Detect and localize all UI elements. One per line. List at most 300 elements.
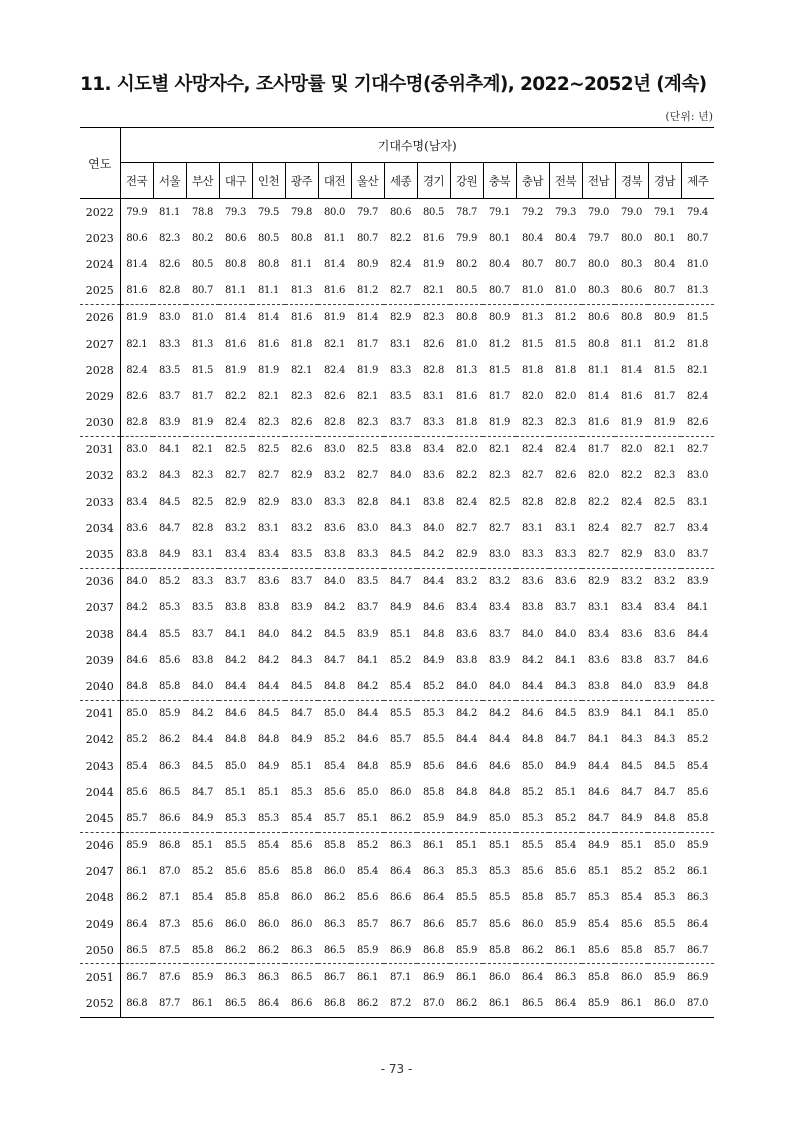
value-cell: 83.7 — [681, 541, 714, 568]
value-cell: 84.9 — [615, 805, 648, 832]
value-cell: 83.7 — [158, 390, 181, 402]
value-cell: 86.4 — [521, 972, 544, 984]
region-header: 부산 — [186, 163, 219, 199]
value-cell: 83.7 — [356, 602, 379, 614]
value-cell: 81.5 — [554, 338, 577, 350]
year-cell: 2030 — [80, 410, 120, 437]
value-cell: 80.0 — [323, 206, 346, 218]
value-cell: 85.9 — [582, 991, 615, 1018]
value-cell: 79.7 — [356, 206, 379, 218]
value-cell: 85.8 — [290, 866, 313, 878]
value-cell: 84.8 — [422, 628, 445, 640]
value-cell: 80.4 — [488, 258, 511, 270]
value-cell: 83.6 — [653, 628, 676, 640]
value-cell: 84.9 — [290, 734, 313, 746]
year-cell: 2044 — [80, 779, 120, 805]
value-cell: 84.9 — [257, 760, 280, 772]
value-cell: 84.0 — [521, 628, 544, 640]
value-cell: 83.1 — [587, 602, 610, 614]
value-cell: 85.6 — [290, 840, 313, 852]
value-cell: 86.3 — [554, 972, 577, 984]
group-header: 기대수명(남자) — [120, 128, 714, 163]
year-cell: 2046 — [80, 832, 120, 859]
value-cell: 80.9 — [653, 312, 676, 324]
value-cell: 86.3 — [224, 972, 247, 984]
value-cell: 85.5 — [488, 892, 511, 904]
value-cell: 81.6 — [455, 390, 478, 402]
value-cell: 82.9 — [389, 312, 412, 324]
value-cell: 84.1 — [686, 602, 709, 614]
value-cell: 85.6 — [126, 786, 148, 798]
value-cell: 85.8 — [323, 840, 346, 852]
value-cell: 81.2 — [653, 338, 676, 350]
value-cell: 82.5 — [356, 444, 379, 456]
value-cell: 85.2 — [158, 576, 181, 588]
region-header: 경남 — [648, 163, 681, 199]
value-cell: 84.5 — [554, 708, 577, 720]
value-cell: 84.5 — [257, 708, 280, 720]
value-cell: 82.4 — [587, 522, 610, 534]
value-cell: 85.1 — [389, 628, 412, 640]
value-cell: 81.4 — [620, 364, 643, 376]
value-cell: 80.6 — [587, 312, 610, 324]
value-cell: 81.1 — [290, 258, 313, 270]
value-cell: 82.5 — [488, 496, 511, 508]
value-cell: 84.5 — [620, 760, 643, 772]
table-body — [80, 199, 714, 1018]
value-cell: 82.3 — [158, 232, 181, 244]
value-cell: 84.0 — [554, 628, 577, 640]
value-cell: 82.4 — [126, 364, 148, 376]
value-cell: 84.8 — [257, 734, 280, 746]
value-cell: 82.8 — [554, 496, 577, 508]
value-cell: 85.4 — [257, 840, 280, 852]
value-cell: 79.1 — [488, 206, 511, 218]
value-cell: 81.8 — [521, 364, 544, 376]
value-cell: 82.3 — [549, 410, 582, 437]
value-cell: 83.2 — [488, 576, 511, 588]
value-cell: 84.8 — [648, 805, 681, 832]
value-cell: 79.3 — [554, 206, 577, 218]
value-cell: 83.8 — [521, 602, 544, 614]
value-cell: 86.9 — [384, 937, 417, 964]
value-cell: 83.0 — [126, 444, 148, 456]
value-cell: 82.2 — [455, 470, 478, 482]
value-cell: 83.9 — [153, 410, 186, 437]
value-cell: 85.3 — [290, 786, 313, 798]
value-cell: 85.3 — [219, 805, 252, 832]
value-cell: 81.7 — [488, 390, 511, 402]
value-cell: 80.0 — [620, 232, 643, 244]
value-cell: 81.1 — [158, 206, 181, 218]
table-row — [80, 647, 714, 673]
value-cell: 83.0 — [356, 522, 379, 534]
value-cell: 84.1 — [653, 708, 676, 720]
value-cell: 82.7 — [384, 278, 417, 305]
value-cell: 86.4 — [686, 918, 709, 930]
year-cell: 2029 — [80, 383, 120, 409]
value-cell: 84.0 — [186, 673, 219, 700]
value-cell: 85.4 — [554, 840, 577, 852]
year-cell: 2040 — [80, 673, 120, 700]
value-cell: 86.2 — [351, 991, 384, 1018]
table-row — [80, 911, 714, 937]
value-cell: 82.7 — [686, 444, 709, 456]
value-cell: 85.1 — [587, 866, 610, 878]
table-row — [80, 805, 714, 832]
value-cell: 84.7 — [323, 654, 346, 666]
value-cell: 81.1 — [620, 338, 643, 350]
value-cell: 82.1 — [417, 278, 450, 305]
value-cell: 80.7 — [483, 278, 516, 305]
value-cell: 83.8 — [120, 541, 153, 568]
value-cell: 84.1 — [554, 654, 577, 666]
value-cell: 82.3 — [422, 312, 445, 324]
value-cell: 85.6 — [488, 918, 511, 930]
value-cell: 84.9 — [422, 654, 445, 666]
value-cell: 84.4 — [126, 628, 148, 640]
value-cell: 85.4 — [191, 892, 214, 904]
value-cell: 79.9 — [126, 206, 148, 218]
page-number: - 73 - — [380, 1062, 413, 1076]
value-cell: 86.7 — [389, 918, 412, 930]
value-cell: 83.9 — [488, 654, 511, 666]
value-cell: 84.3 — [620, 734, 643, 746]
value-cell: 81.8 — [686, 338, 709, 350]
value-cell: 86.9 — [422, 972, 445, 984]
region-header: 경북 — [615, 163, 648, 199]
value-cell: 82.6 — [681, 410, 714, 437]
value-cell: 84.1 — [356, 654, 379, 666]
value-cell: 83.4 — [488, 602, 511, 614]
value-cell: 80.6 — [224, 232, 247, 244]
value-cell: 83.5 — [158, 364, 181, 376]
value-cell: 84.5 — [158, 496, 181, 508]
value-cell: 82.2 — [224, 390, 247, 402]
value-cell: 79.0 — [587, 206, 610, 218]
value-cell: 86.7 — [323, 972, 346, 984]
value-cell: 86.6 — [285, 991, 318, 1018]
value-cell: 85.7 — [389, 734, 412, 746]
value-cell: 84.0 — [483, 673, 516, 700]
value-cell: 80.8 — [455, 312, 478, 324]
value-cell: 87.0 — [681, 991, 714, 1018]
value-cell: 81.6 — [422, 232, 445, 244]
value-cell: 84.2 — [455, 708, 478, 720]
value-cell: 80.5 — [450, 278, 483, 305]
value-cell: 80.8 — [257, 258, 280, 270]
value-cell: 85.6 — [356, 892, 379, 904]
year-cell: 2039 — [80, 647, 120, 673]
value-cell: 84.6 — [521, 708, 544, 720]
value-cell: 86.5 — [290, 972, 313, 984]
table-row — [80, 964, 714, 991]
value-cell: 85.0 — [126, 708, 148, 720]
year-cell: 2050 — [80, 937, 120, 964]
value-cell: 84.6 — [126, 654, 148, 666]
value-cell: 84.2 — [257, 654, 280, 666]
value-cell: 84.4 — [686, 628, 709, 640]
table-row — [80, 489, 714, 515]
region-header: 인천 — [252, 163, 285, 199]
value-cell: 85.2 — [620, 866, 643, 878]
value-cell: 83.4 — [686, 522, 709, 534]
value-cell: 81.7 — [356, 338, 379, 350]
year-cell: 2049 — [80, 911, 120, 937]
year-cell: 2022 — [80, 199, 120, 226]
value-cell: 86.0 — [620, 972, 643, 984]
value-cell: 85.1 — [351, 805, 384, 832]
value-cell: 81.5 — [653, 364, 676, 376]
value-cell: 85.0 — [653, 840, 676, 852]
value-cell: 85.9 — [653, 972, 676, 984]
value-cell: 83.5 — [191, 602, 214, 614]
value-cell: 84.0 — [257, 628, 280, 640]
table-row — [80, 251, 714, 277]
value-cell: 83.0 — [483, 541, 516, 568]
value-cell: 82.3 — [290, 390, 313, 402]
value-cell: 82.0 — [620, 444, 643, 456]
value-cell: 80.1 — [653, 232, 676, 244]
value-cell: 85.2 — [191, 866, 214, 878]
value-cell: 84.4 — [516, 673, 549, 700]
value-cell: 84.4 — [191, 734, 214, 746]
value-cell: 82.6 — [126, 390, 148, 402]
value-cell: 84.7 — [191, 786, 214, 798]
value-cell: 85.1 — [554, 786, 577, 798]
year-cell: 2031 — [80, 436, 120, 463]
year-cell: 2027 — [80, 331, 120, 357]
value-cell: 86.6 — [422, 918, 445, 930]
value-cell: 85.4 — [356, 866, 379, 878]
value-cell: 83.5 — [285, 541, 318, 568]
value-cell: 84.2 — [126, 602, 148, 614]
value-cell: 82.6 — [422, 338, 445, 350]
value-cell: 84.2 — [488, 708, 511, 720]
value-cell: 81.8 — [290, 338, 313, 350]
value-cell: 84.5 — [653, 760, 676, 772]
value-cell: 87.0 — [417, 991, 450, 1018]
value-cell: 83.3 — [389, 364, 412, 376]
value-cell: 84.7 — [290, 708, 313, 720]
value-cell: 86.8 — [120, 991, 153, 1018]
region-header: 충남 — [516, 163, 549, 199]
table-row — [80, 383, 714, 409]
value-cell: 83.3 — [191, 576, 214, 588]
value-cell: 85.9 — [126, 840, 148, 852]
value-cell: 80.5 — [191, 258, 214, 270]
value-cell: 82.8 — [521, 496, 544, 508]
value-cell: 82.1 — [126, 338, 148, 350]
region-header: 대구 — [219, 163, 252, 199]
value-cell: 85.4 — [323, 760, 346, 772]
value-cell: 79.4 — [686, 206, 709, 218]
value-cell: 81.4 — [126, 258, 148, 270]
value-cell: 81.6 — [582, 410, 615, 437]
value-cell: 85.1 — [257, 786, 280, 798]
value-cell: 85.0 — [521, 760, 544, 772]
value-cell: 85.4 — [620, 892, 643, 904]
value-cell: 85.9 — [450, 937, 483, 964]
region-header-row — [80, 163, 714, 199]
value-cell: 86.4 — [126, 918, 148, 930]
value-cell: 84.4 — [422, 576, 445, 588]
value-cell: 84.8 — [318, 673, 351, 700]
value-cell: 84.0 — [389, 470, 412, 482]
value-cell: 86.0 — [389, 786, 412, 798]
value-cell: 86.6 — [153, 805, 186, 832]
value-cell: 86.9 — [686, 972, 709, 984]
value-cell: 84.4 — [587, 760, 610, 772]
table-row — [80, 436, 714, 463]
value-cell: 85.3 — [516, 805, 549, 832]
value-cell: 85.2 — [323, 734, 346, 746]
table-row — [80, 937, 714, 964]
value-cell: 85.6 — [323, 786, 346, 798]
value-cell: 86.1 — [422, 840, 445, 852]
value-cell: 86.3 — [323, 918, 346, 930]
region-header: 대전 — [318, 163, 351, 199]
value-cell: 86.4 — [252, 991, 285, 1018]
value-cell: 84.6 — [224, 708, 247, 720]
value-cell: 83.7 — [554, 602, 577, 614]
value-cell: 83.8 — [191, 654, 214, 666]
year-cell: 2028 — [80, 357, 120, 383]
value-cell: 84.3 — [653, 734, 676, 746]
value-cell: 83.6 — [620, 628, 643, 640]
value-cell: 83.8 — [455, 654, 478, 666]
value-cell: 84.6 — [488, 760, 511, 772]
value-cell: 80.6 — [389, 206, 412, 218]
value-cell: 85.9 — [158, 708, 181, 720]
value-cell: 82.3 — [516, 410, 549, 437]
year-cell: 2034 — [80, 515, 120, 541]
value-cell: 82.7 — [257, 470, 280, 482]
value-cell: 85.2 — [389, 654, 412, 666]
value-cell: 86.6 — [389, 892, 412, 904]
value-cell: 84.6 — [455, 760, 478, 772]
value-cell: 85.8 — [153, 673, 186, 700]
value-cell: 86.5 — [318, 937, 351, 964]
value-cell: 81.4 — [323, 258, 346, 270]
value-cell: 84.2 — [323, 602, 346, 614]
year-cell: 2024 — [80, 251, 120, 277]
value-cell: 84.9 — [587, 840, 610, 852]
value-cell: 84.1 — [389, 496, 412, 508]
value-cell: 86.1 — [356, 972, 379, 984]
value-cell: 84.0 — [450, 673, 483, 700]
value-cell: 85.1 — [191, 840, 214, 852]
value-cell: 87.3 — [158, 918, 181, 930]
value-cell: 85.0 — [686, 708, 709, 720]
value-cell: 80.2 — [191, 232, 214, 244]
value-cell: 85.7 — [455, 918, 478, 930]
value-cell: 83.6 — [126, 522, 148, 534]
year-cell: 2038 — [80, 621, 120, 647]
value-cell: 84.8 — [455, 786, 478, 798]
value-cell: 85.5 — [224, 840, 247, 852]
value-cell: 83.0 — [686, 470, 709, 482]
year-cell: 2036 — [80, 568, 120, 595]
year-cell: 2047 — [80, 859, 120, 885]
value-cell: 87.7 — [153, 991, 186, 1018]
table-row — [80, 463, 714, 489]
value-cell: 82.7 — [582, 541, 615, 568]
value-cell: 86.3 — [158, 760, 181, 772]
value-cell: 85.2 — [356, 840, 379, 852]
value-cell: 82.9 — [450, 541, 483, 568]
value-cell: 84.2 — [290, 628, 313, 640]
value-cell: 85.8 — [521, 892, 544, 904]
table-row — [80, 515, 714, 541]
value-cell: 83.3 — [417, 410, 450, 437]
value-cell: 80.3 — [620, 258, 643, 270]
value-cell: 81.1 — [252, 278, 285, 305]
value-cell: 83.6 — [521, 576, 544, 588]
value-cell: 86.3 — [389, 840, 412, 852]
value-cell: 85.0 — [323, 708, 346, 720]
value-cell: 84.2 — [417, 541, 450, 568]
value-cell: 86.5 — [158, 786, 181, 798]
value-cell: 83.4 — [620, 602, 643, 614]
value-cell: 81.1 — [219, 278, 252, 305]
value-cell: 84.0 — [422, 522, 445, 534]
value-cell: 82.8 — [356, 496, 379, 508]
value-cell: 83.0 — [290, 496, 313, 508]
value-cell: 84.2 — [191, 708, 214, 720]
table-row — [80, 832, 714, 859]
value-cell: 83.2 — [653, 576, 676, 588]
value-cell: 83.1 — [257, 522, 280, 534]
value-cell: 83.3 — [158, 338, 181, 350]
value-cell: 86.7 — [126, 972, 148, 984]
value-cell: 82.1 — [257, 390, 280, 402]
value-cell: 83.7 — [224, 576, 247, 588]
value-cell: 80.5 — [422, 206, 445, 218]
value-cell: 86.5 — [516, 991, 549, 1018]
value-cell: 85.4 — [587, 918, 610, 930]
value-cell: 82.5 — [191, 496, 214, 508]
value-cell: 85.2 — [549, 805, 582, 832]
value-cell: 85.8 — [681, 805, 714, 832]
value-cell: 84.5 — [384, 541, 417, 568]
value-cell: 85.7 — [120, 805, 153, 832]
region-header: 충북 — [483, 163, 516, 199]
value-cell: 81.2 — [351, 278, 384, 305]
table-row — [80, 727, 714, 753]
value-cell: 80.8 — [587, 338, 610, 350]
value-cell: 82.2 — [587, 496, 610, 508]
value-cell: 80.8 — [224, 258, 247, 270]
value-cell: 82.8 — [153, 278, 186, 305]
value-cell: 85.1 — [290, 760, 313, 772]
value-cell: 82.4 — [620, 496, 643, 508]
value-cell: 79.9 — [455, 232, 478, 244]
value-cell: 83.8 — [318, 541, 351, 568]
value-cell: 83.3 — [323, 496, 346, 508]
region-header: 전북 — [549, 163, 582, 199]
value-cell: 81.3 — [681, 278, 714, 305]
value-cell: 86.1 — [686, 866, 709, 878]
value-cell: 79.8 — [290, 206, 313, 218]
value-cell: 82.0 — [521, 390, 544, 402]
value-cell: 86.7 — [681, 937, 714, 964]
value-cell: 86.8 — [318, 991, 351, 1018]
table-row — [80, 278, 714, 305]
value-cell: 84.1 — [224, 628, 247, 640]
value-cell: 83.5 — [356, 576, 379, 588]
value-cell: 81.3 — [521, 312, 544, 324]
